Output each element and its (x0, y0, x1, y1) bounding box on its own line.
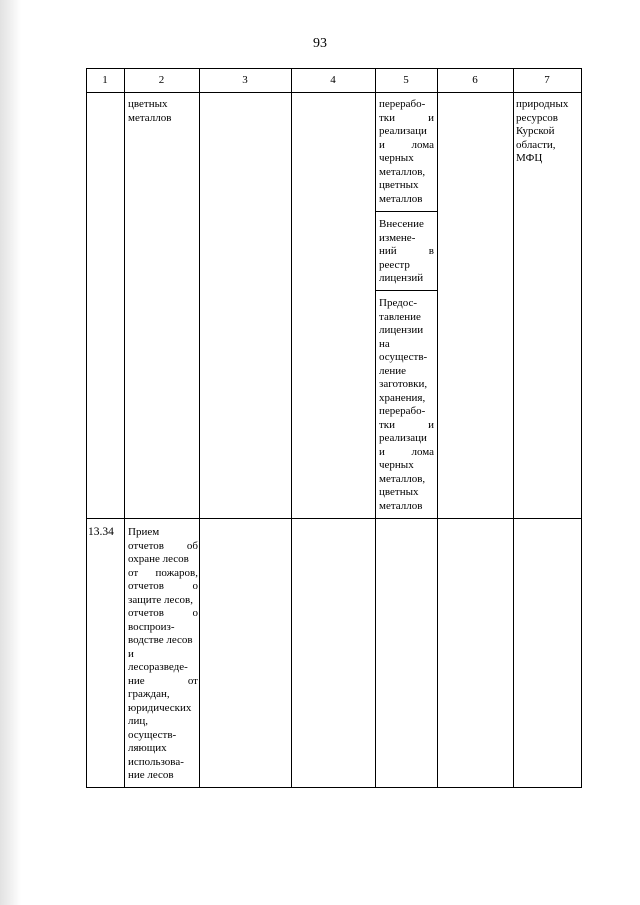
text-line: и лома (379, 138, 434, 151)
text-line: от пожаров, (128, 566, 198, 579)
text-line: измене- (379, 231, 416, 244)
text-line: реализаци (379, 432, 427, 444)
text-line: ние от (128, 674, 198, 687)
cell-cont-col7 (516, 98, 578, 166)
text-line: Курской (516, 125, 555, 137)
text-line: хранения, (379, 391, 426, 404)
text-line: заготовки, (379, 378, 428, 390)
text-line: металлов, (379, 165, 426, 178)
text-line: граждан, (128, 688, 170, 700)
header-col-5: 5 (403, 74, 409, 86)
text-line: природных (516, 98, 569, 110)
text-line: Прием (128, 526, 160, 538)
text-line: тки и (379, 111, 434, 124)
text-line: охране лесов (128, 553, 189, 565)
text-line: водстве лесов (128, 634, 193, 646)
text-line: реестр (379, 258, 410, 271)
text-line: защите лесов, (128, 593, 193, 606)
text-line: ресурсов (516, 111, 558, 124)
text-line: цветных (128, 98, 168, 110)
text-line: осуществ- (379, 351, 428, 363)
text-line: отчетов о (128, 580, 198, 592)
text-line: перерабо- (379, 98, 426, 110)
cell-cont-col5-block3 (379, 297, 434, 513)
text-line: юридических (128, 701, 192, 714)
text-line: металлов (379, 192, 423, 205)
text-line: перерабо- (379, 405, 426, 417)
header-col-2: 2 (158, 74, 165, 86)
text-line: воспроиз- (128, 620, 175, 633)
cell-cont-col5-block1 (379, 98, 434, 206)
text-line: и (128, 647, 134, 660)
text-line: лицензии (379, 324, 424, 336)
text-line: реализаци (379, 125, 427, 137)
header-col-6: 6 (472, 74, 478, 86)
text-line: Внесение (379, 218, 424, 230)
text-line: МФЦ (516, 152, 543, 164)
cell-cont-col2 (128, 98, 196, 125)
row-number: 13.34 (88, 526, 114, 538)
text-line: ление (379, 364, 407, 377)
text-line: осуществ- (128, 728, 177, 741)
text-line: лицензий (379, 272, 424, 284)
text-line: лиц, (128, 715, 149, 727)
scan-shadow (0, 0, 21, 905)
text-line: тки и (379, 418, 434, 431)
page-number: 93 (313, 36, 327, 51)
header-col-1: 1 (102, 74, 108, 86)
text-line: черных (379, 152, 414, 164)
text-line: использова- (128, 755, 184, 768)
text-line: и лома (379, 445, 434, 458)
text-line: металлов (128, 111, 172, 124)
text-line: тавление (379, 310, 421, 323)
text-line: черных (379, 459, 414, 471)
header-col-3: 3 (242, 74, 248, 86)
text-line: ний в (379, 245, 434, 257)
cell-13-34-col2 (128, 526, 198, 783)
header-col-4: 4 (330, 74, 336, 86)
text-line: отчетов о (128, 607, 198, 619)
text-line: лесоразведе- (128, 661, 188, 673)
text-line: Предос- (379, 297, 418, 309)
text-line: области, (516, 138, 556, 151)
header-col-7: 7 (544, 74, 550, 86)
text-line: цветных (379, 486, 419, 498)
text-line: ляющих (128, 742, 167, 754)
text-line: ние лесов (128, 769, 174, 781)
text-line: цветных (379, 179, 419, 191)
text-line: на (379, 337, 390, 350)
text-line: металлов (379, 499, 423, 512)
cell-cont-col5-block2 (379, 218, 434, 286)
text-line: отчетов об (128, 539, 198, 552)
text-line: металлов, (379, 472, 426, 485)
